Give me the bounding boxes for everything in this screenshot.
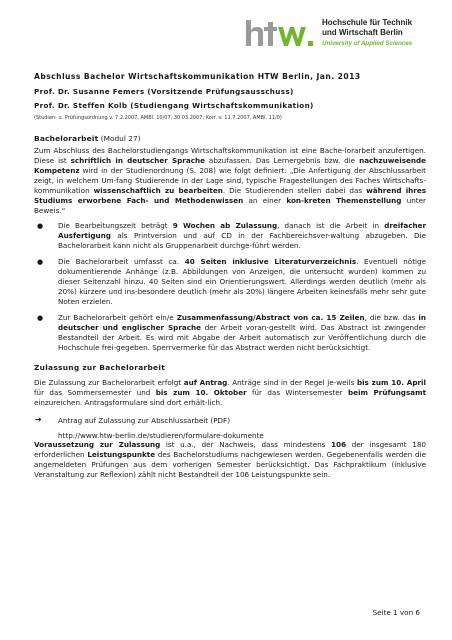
- voraussetzung-text-part: ist u.a., der Nachweis, dass mindestens: [160, 440, 332, 449]
- bullet-text: Die Bearbeitungszeit beträgt: [58, 221, 173, 230]
- bachelorarbeit-heading-module: (Modul 27): [98, 134, 141, 143]
- voraussetzung-bold: Voraussetzung zur Zulassung: [34, 440, 161, 449]
- zulassung-heading: Zulassung zur Bachelorarbeit: [34, 363, 166, 372]
- intro-bold: nachzuweisende Kompetenz: [34, 156, 426, 175]
- zulassung-text-part: einzureichen. Antragsformulare sind dort erhält-lich.: [34, 398, 223, 407]
- logo-line-2: und Wirtschaft Berlin: [322, 28, 403, 37]
- bullet-text: Zur Bachelorarbeit gehört ein/e: [58, 313, 177, 322]
- bachelorarbeit-heading: [34, 134, 426, 143]
- bullet-bold: 9 Wochen ab Zulassung: [172, 221, 278, 230]
- bullet-bold: dreifacher Ausfertigung: [58, 221, 426, 240]
- list-item: [34, 313, 426, 353]
- zulassung-text-part: Die Zulassung zur Bachelorarbeit erfolgt: [34, 378, 184, 387]
- voraussetzung-bold: Leistungspunkte: [87, 450, 156, 459]
- logo-line-1: Hochschule für Technik: [322, 18, 413, 27]
- intro-text: unter Beweis.“: [34, 196, 427, 215]
- bullet-bold: in deutscher und englischer Sprache: [58, 313, 426, 332]
- zulassung-text-part: für das Wintersemester: [246, 388, 348, 397]
- intro-text: abzufassen. Das Lernergebnis bzw. die: [204, 156, 360, 165]
- voraussetzung-text-part: der insgesamt 180 erforderlichen: [34, 440, 426, 459]
- zulassung-text: [34, 378, 426, 408]
- bullet-text: , die bzw. das: [364, 313, 419, 322]
- intro-text: an einer: [243, 196, 287, 205]
- bachelorarbeit-heading-bold: Bachelorarbeit: [34, 134, 99, 143]
- intro-bold: wissenschaftlich zu bearbeiten: [93, 186, 223, 195]
- professor-kolb: Prof. Dr. Steffen Kolb (Studiengang Wirtschaftskommunikation): [34, 101, 314, 110]
- list-item: [34, 257, 426, 307]
- antrag-link[interactable]: Antrag auf Zulassung zur Abschlussarbeit (PDF): [58, 416, 230, 425]
- list-item: [34, 221, 426, 251]
- zulassung-bold: bis zum 10. Oktober: [155, 388, 247, 397]
- bullet-bold: Zusammenfassung/Abstract von ca. 15 Zeilen: [176, 313, 365, 322]
- intro-bold: während ihres Studiums erworbene Fach- und Methodenwissen: [34, 186, 426, 205]
- htw-logo: [244, 16, 434, 56]
- intro-text: . Die Studierenden stellen dabei das: [222, 186, 367, 195]
- document-title: Abschluss Bachelor Wirtschaftskommunikation HTW Berlin, Jan. 2013: [34, 72, 361, 81]
- antrag-link-row[interactable]: [34, 416, 426, 425]
- arrow-right-icon: ➔: [35, 415, 42, 424]
- htw-logo-mark: [244, 16, 318, 56]
- zulassung-text-part: für das Sommersemester und: [34, 388, 156, 397]
- bullet-text: . Eventuell nötige dokumentierende Anhänge (z.B. Abbildungen von Anzeigen, die untersucht wurden) kommen zu dieser Seitenzahl hinzu. 40 Seiten sind ein Orientierungswert. Allerdings werden deutlich (mehr als 20%) kürzere und ins-besondere deutlich (mehr als 20%) längere Arbeiten keinesfalls mehr sehr gute Noten erzielen.: [58, 257, 426, 306]
- page-number: Seite 1 von 6: [372, 608, 420, 617]
- bullet-text: als Printversion und auf CD in der Fachbereichsver-waltung abzugeben. Die Bachelorarbeit kann nicht als Gruppenarbeit durchge-führt werden.: [58, 231, 426, 250]
- bullet-text: Die Bachelorarbeit umfasst ca.: [58, 257, 185, 266]
- voraussetzung-text: [34, 440, 426, 480]
- document-body: [34, 72, 426, 480]
- intro-text: Zum Abschluss des Bachelorstudiengangs Wirtschaftskommunikation ist eine Bache-lorarbeit anzufertigen. Diese ist: [34, 146, 426, 165]
- intro-text: wird in der Studienordnung (S. 208) wie folgt definiert: „Die Anfertigung der Abschlussarbeit zeigt, in welchem Um-fang Studierende in der Lage sind, typische Fragestellungen des Faches Wirtschafts-kommunikation: [34, 166, 426, 195]
- zulassung-bold: auf Antrag: [183, 378, 228, 387]
- voraussetzung-bold: 106: [331, 440, 347, 449]
- intro-bold: schriftlich in deutscher Sprache: [70, 156, 205, 165]
- bullet-text: , danach ist die Arbeit in: [277, 221, 385, 230]
- bachelorarbeit-intro: [34, 146, 426, 216]
- bullet-text: der Arbeit voran-gestellt wird. Das Abstract ist zwingender Bestandteil der Arbeit. Es wird mit Abgabe der Arbeit automatisch zur Veröffentlichung durch die Hochschule frei-gegeben. Sperrvermerke für das Abstract werden nicht berücksichtigt.: [58, 323, 427, 352]
- voraussetzung-text-part: des Bachelorstudiums nachgewiesen werden. Gegebenenfalls werden die angemeldeten Prüfungen aus dem vorherigen Semester berücksichtigt. Das Fachpraktikum (inklusive Veranstaltung zur Reflexion) zählt nicht Bestandteil der 106 Leistungspunkte sein.: [34, 450, 426, 479]
- zulassung-bold: bis zum 10. April: [356, 378, 426, 387]
- bullet-icon: ●: [37, 314, 44, 322]
- regulation-reference: (Studien- u. Prüfungsordnung v. 7.2.2007, AMBl. 10/07, 30.03.2007; Korr. v. 11.7.2007, AMBl. 11/0): [34, 115, 282, 121]
- bachelorarbeit-bullet-list: [34, 221, 426, 353]
- zulassung-text-part: . Anträge sind in der Regel je-weils: [227, 378, 357, 387]
- bullet-bold: 40 Seiten inklusive Literaturverzeichnis: [184, 257, 357, 266]
- zulassung-bold: beim Prüfungsamt: [347, 388, 427, 397]
- formulare-url-link[interactable]: http://www.htw-berlin.de/studieren/formulare-dokumente: [58, 431, 264, 440]
- professor-femers: Prof. Dr. Susanne Femers (Vorsitzende Prüfungsausschuss): [34, 87, 294, 96]
- bullet-icon: ●: [37, 222, 44, 230]
- logo-tagline: University of Applied Sciences: [322, 40, 413, 47]
- bullet-icon: ●: [37, 258, 44, 266]
- intro-bold: kon-kreten Themenstellung: [286, 196, 402, 205]
